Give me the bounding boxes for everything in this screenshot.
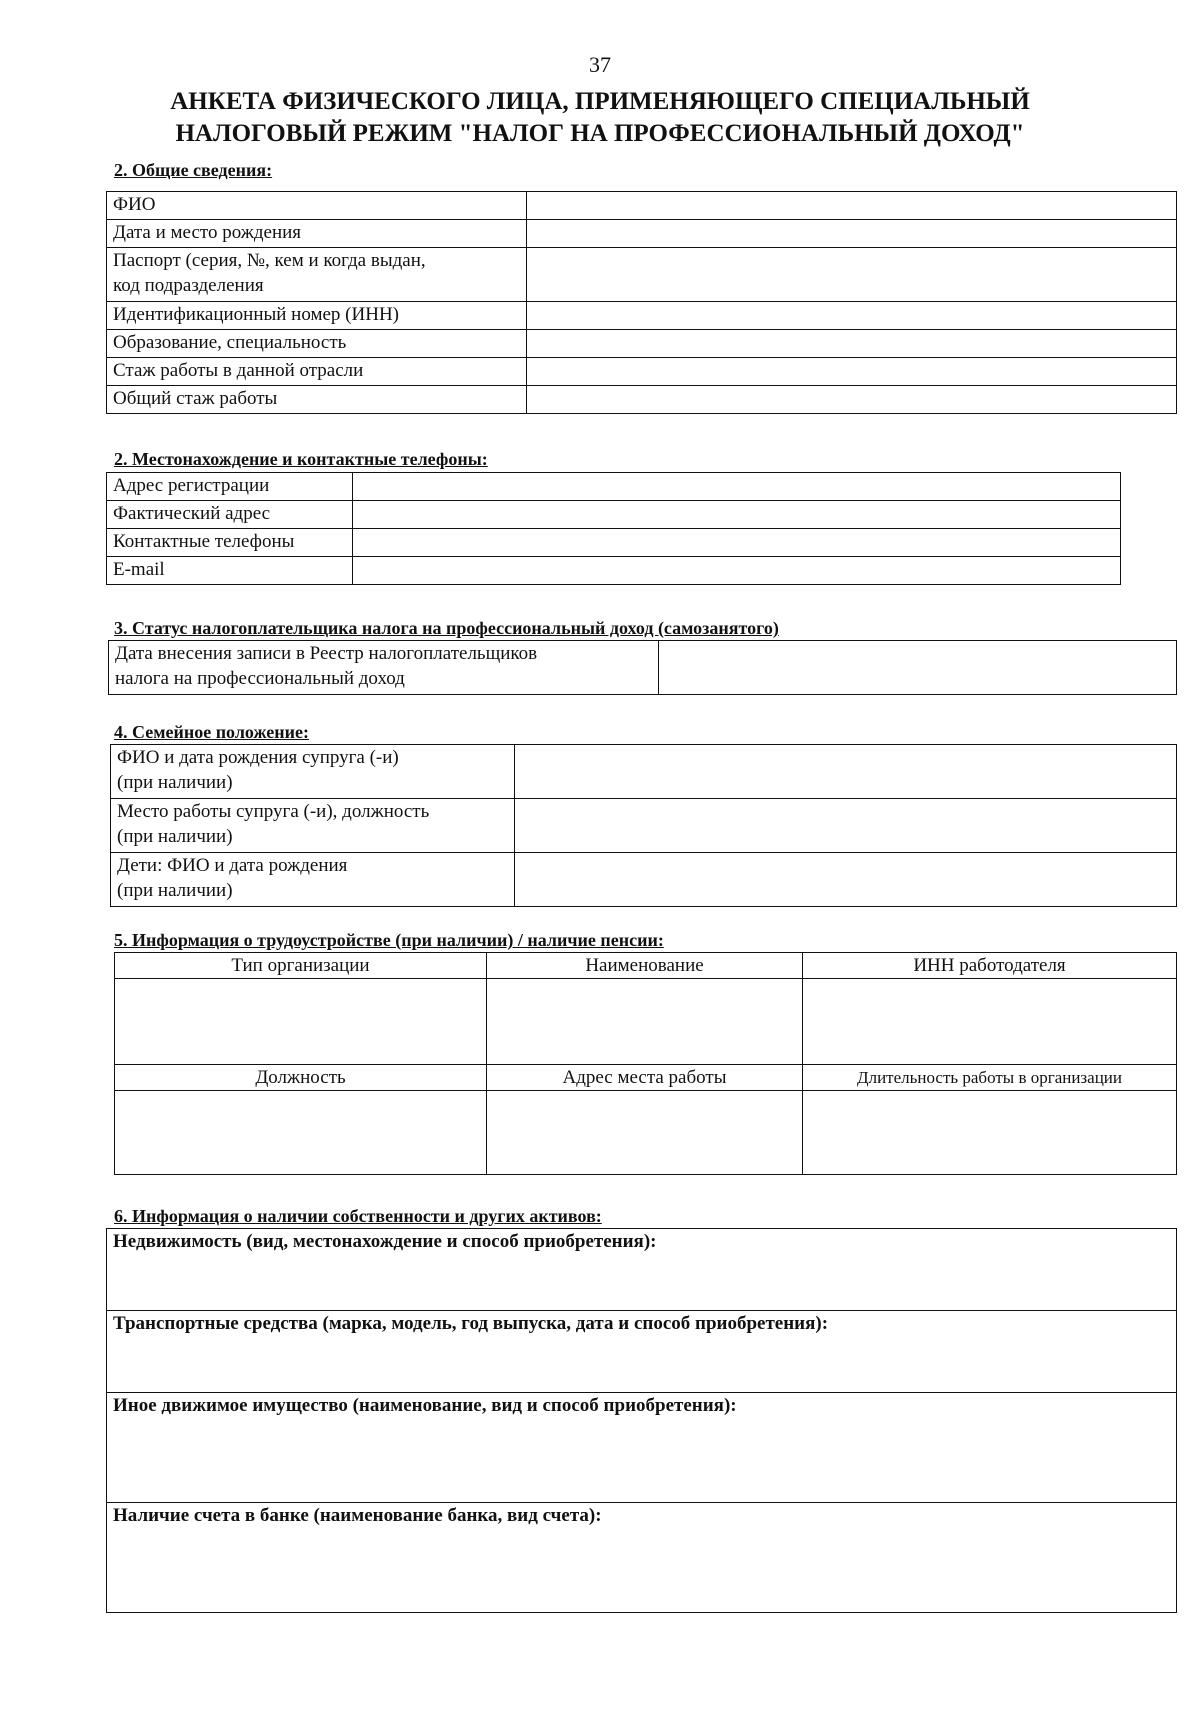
page-number: 37 (589, 52, 611, 77)
field-label: Наличие счета в банке (наименование банка, вид счета): (113, 1505, 602, 1526)
section-property-heading: 6. Информация о наличии собственности и других активов: (114, 1206, 602, 1226)
children-field[interactable] (515, 853, 1177, 907)
field-label: E-mail (107, 557, 353, 585)
page-title (100, 86, 1100, 150)
field-label: Транспортные средства (марка, модель, год выпуска, дата и способ приобретения): (113, 1313, 829, 1334)
table-row (107, 192, 1177, 220)
employment-table (114, 952, 1177, 1175)
passport-field[interactable] (527, 248, 1177, 302)
section-family-heading: 4. Семейное положение: (114, 722, 310, 742)
family-table (110, 744, 1177, 907)
label-line: (при наличии) (117, 772, 233, 793)
section-general-heading: 2. Общие сведения: (114, 160, 273, 180)
spouse-name-field[interactable] (515, 745, 1177, 799)
label-line: Место работы супруга (-и), должность (117, 801, 430, 822)
label-line: ФИО и дата рождения супруга (-и) (117, 747, 399, 768)
field-label: Дата и место рождения (107, 220, 527, 248)
table-row (107, 330, 1177, 358)
table-row (109, 641, 1177, 695)
table-header-row (115, 953, 1177, 979)
other-property-field[interactable] (107, 1393, 1177, 1503)
label-line: налога на профессиональный доход (115, 668, 405, 689)
table-row (111, 745, 1177, 799)
email-field[interactable] (353, 557, 1121, 585)
table-row (107, 220, 1177, 248)
registry-date-field[interactable] (659, 641, 1177, 695)
education-field[interactable] (527, 330, 1177, 358)
column-header: Должность (115, 1065, 487, 1091)
label-line: Паспорт (серия, №, кем и когда выдан, (113, 250, 426, 271)
table-row (107, 529, 1121, 557)
general-info-table (106, 191, 1177, 414)
inn-field[interactable] (527, 302, 1177, 330)
org-type-field[interactable] (115, 979, 487, 1065)
label-line: код подразделения (113, 275, 264, 296)
field-label: Контактные телефоны (107, 529, 353, 557)
field-label: ФИО (107, 192, 527, 220)
column-header: Тип организации (115, 953, 487, 979)
work-address-field[interactable] (487, 1091, 803, 1175)
table-row (107, 473, 1121, 501)
industry-experience-field[interactable] (527, 358, 1177, 386)
table-row (107, 1311, 1177, 1393)
column-header: ИНН работодателя (803, 953, 1177, 979)
field-label (111, 853, 515, 907)
field-label: Адрес регистрации (107, 473, 353, 501)
position-field[interactable] (115, 1091, 487, 1175)
employer-inn-field[interactable] (803, 979, 1177, 1065)
field-label (107, 248, 527, 302)
table-header-row (115, 1065, 1177, 1091)
label-line: (при наличии) (117, 880, 233, 901)
bank-account-field[interactable] (107, 1503, 1177, 1613)
status-table (108, 640, 1177, 695)
total-experience-field[interactable] (527, 386, 1177, 414)
table-row (111, 853, 1177, 907)
actual-address-field[interactable] (353, 501, 1121, 529)
field-label (111, 745, 515, 799)
field-label: Фактический адрес (107, 501, 353, 529)
table-row (107, 302, 1177, 330)
property-table (106, 1228, 1177, 1613)
column-header: Адрес места работы (487, 1065, 803, 1091)
field-label (109, 641, 659, 695)
title-line-1: АНКЕТА ФИЗИЧЕСКОГО ЛИЦА, ПРИМЕНЯЮЩЕГО СПЕЦИАЛЬНЫЙ (170, 88, 1030, 115)
table-row (107, 1393, 1177, 1503)
table-row (107, 1503, 1177, 1613)
field-label: Недвижимость (вид, местонахождение и способ приобретения): (113, 1231, 657, 1252)
section-status-heading: 3. Статус налогоплательщика налога на профессиональный доход (самозанятого) (114, 618, 779, 638)
title-line-2: НАЛОГОВЫЙ РЕЖИМ "НАЛОГ НА ПРОФЕССИОНАЛЬНЫЙ ДОХОД" (175, 120, 1025, 147)
location-table (106, 472, 1121, 585)
real-estate-field[interactable] (107, 1229, 1177, 1311)
spouse-work-field[interactable] (515, 799, 1177, 853)
birth-date-place-field[interactable] (527, 220, 1177, 248)
field-label: Иное движимое имущество (наименование, вид и способ приобретения): (113, 1395, 737, 1416)
label-line: (при наличии) (117, 826, 233, 847)
label-line: Дети: ФИО и дата рождения (117, 855, 348, 876)
field-label: Идентификационный номер (ИНН) (107, 302, 527, 330)
table-row (107, 248, 1177, 302)
field-label: Общий стаж работы (107, 386, 527, 414)
phone-field[interactable] (353, 529, 1121, 557)
field-label: Образование, специальность (107, 330, 527, 358)
column-header: Наименование (487, 953, 803, 979)
label-line: Дата внесения записи в Реестр налогоплательщиков (115, 643, 538, 664)
table-row (111, 799, 1177, 853)
table-row (107, 557, 1121, 585)
section-location-heading: 2. Местонахождение и контактные телефоны: (114, 449, 488, 469)
table-row (107, 1229, 1177, 1311)
table-row (107, 358, 1177, 386)
field-label (111, 799, 515, 853)
work-duration-field[interactable] (803, 1091, 1177, 1175)
field-label: Стаж работы в данной отрасли (107, 358, 527, 386)
table-row (115, 979, 1177, 1065)
table-row (107, 386, 1177, 414)
full-name-field[interactable] (527, 192, 1177, 220)
section-employment-heading: 5. Информация о трудоустройстве (при наличии) / наличие пенсии: (114, 930, 664, 950)
org-name-field[interactable] (487, 979, 803, 1065)
table-row (107, 501, 1121, 529)
table-row (115, 1091, 1177, 1175)
column-header: Длительность работы в организации (803, 1065, 1177, 1091)
vehicles-field[interactable] (107, 1311, 1177, 1393)
registration-address-field[interactable] (353, 473, 1121, 501)
